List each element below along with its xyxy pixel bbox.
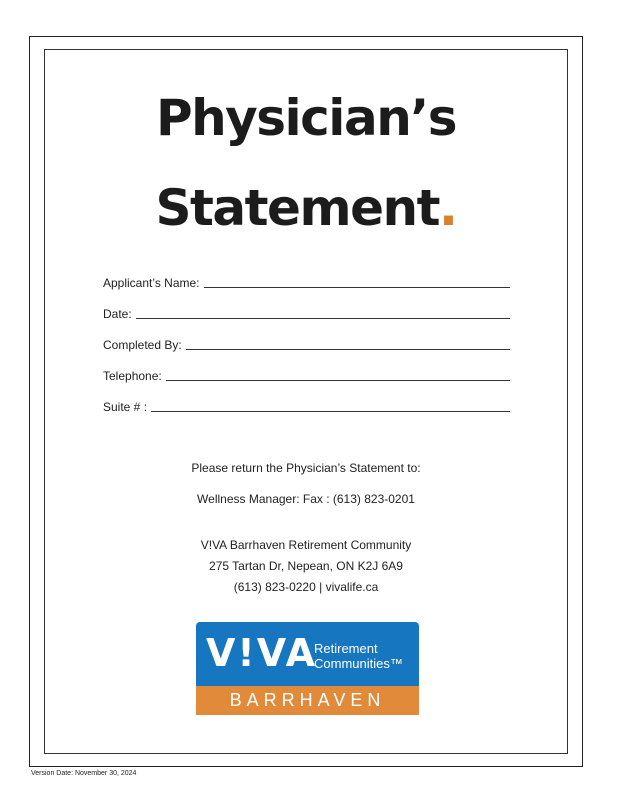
- applicant-name-field[interactable]: [204, 286, 511, 288]
- suite-row: [103, 400, 510, 414]
- page-title-line1: Physician’s: [155, 89, 457, 147]
- telephone-field[interactable]: [166, 379, 510, 381]
- logo-sub-communities: Communities™: [314, 656, 403, 671]
- title-accent-dot: .: [438, 179, 457, 237]
- completed-by-field[interactable]: [186, 348, 510, 350]
- logo-brand: V!VA: [206, 631, 317, 675]
- page-title-line2: [44, 179, 568, 237]
- return-instruction: Please return the Physician’s Statement to:: [191, 461, 421, 475]
- telephone-label: Telephone:: [103, 369, 162, 383]
- street-address: 275 Tartan Dr, Nepean, ON K2J 6A9: [209, 559, 403, 573]
- version-date: Version Date: November 30, 2024: [31, 770, 137, 777]
- suite-field[interactable]: [151, 410, 510, 412]
- applicant-name-row: [103, 276, 510, 290]
- date-row: [103, 307, 510, 321]
- telephone-row: [103, 369, 510, 383]
- community-name: V!VA Barrhaven Retirement Community: [200, 538, 412, 552]
- logo-sub-retirement: Retirement: [314, 641, 378, 656]
- completed-by-label: Completed By:: [103, 338, 182, 352]
- return-contact: Wellness Manager: Fax : (613) 823-0201: [197, 492, 415, 506]
- suite-label: Suite # :: [103, 400, 148, 414]
- viva-barrhaven-logo: [196, 622, 419, 715]
- date-field[interactable]: [136, 317, 510, 319]
- phone-website: (613) 823-0220 | vivalife.ca: [233, 580, 379, 594]
- date-label: Date:: [103, 307, 132, 321]
- applicant-name-label: Applicant’s Name:: [103, 276, 200, 290]
- logo-location: BARRHAVEN: [229, 690, 386, 710]
- completed-by-row: [103, 338, 510, 352]
- page-title-line2-text: Statement: [155, 179, 439, 237]
